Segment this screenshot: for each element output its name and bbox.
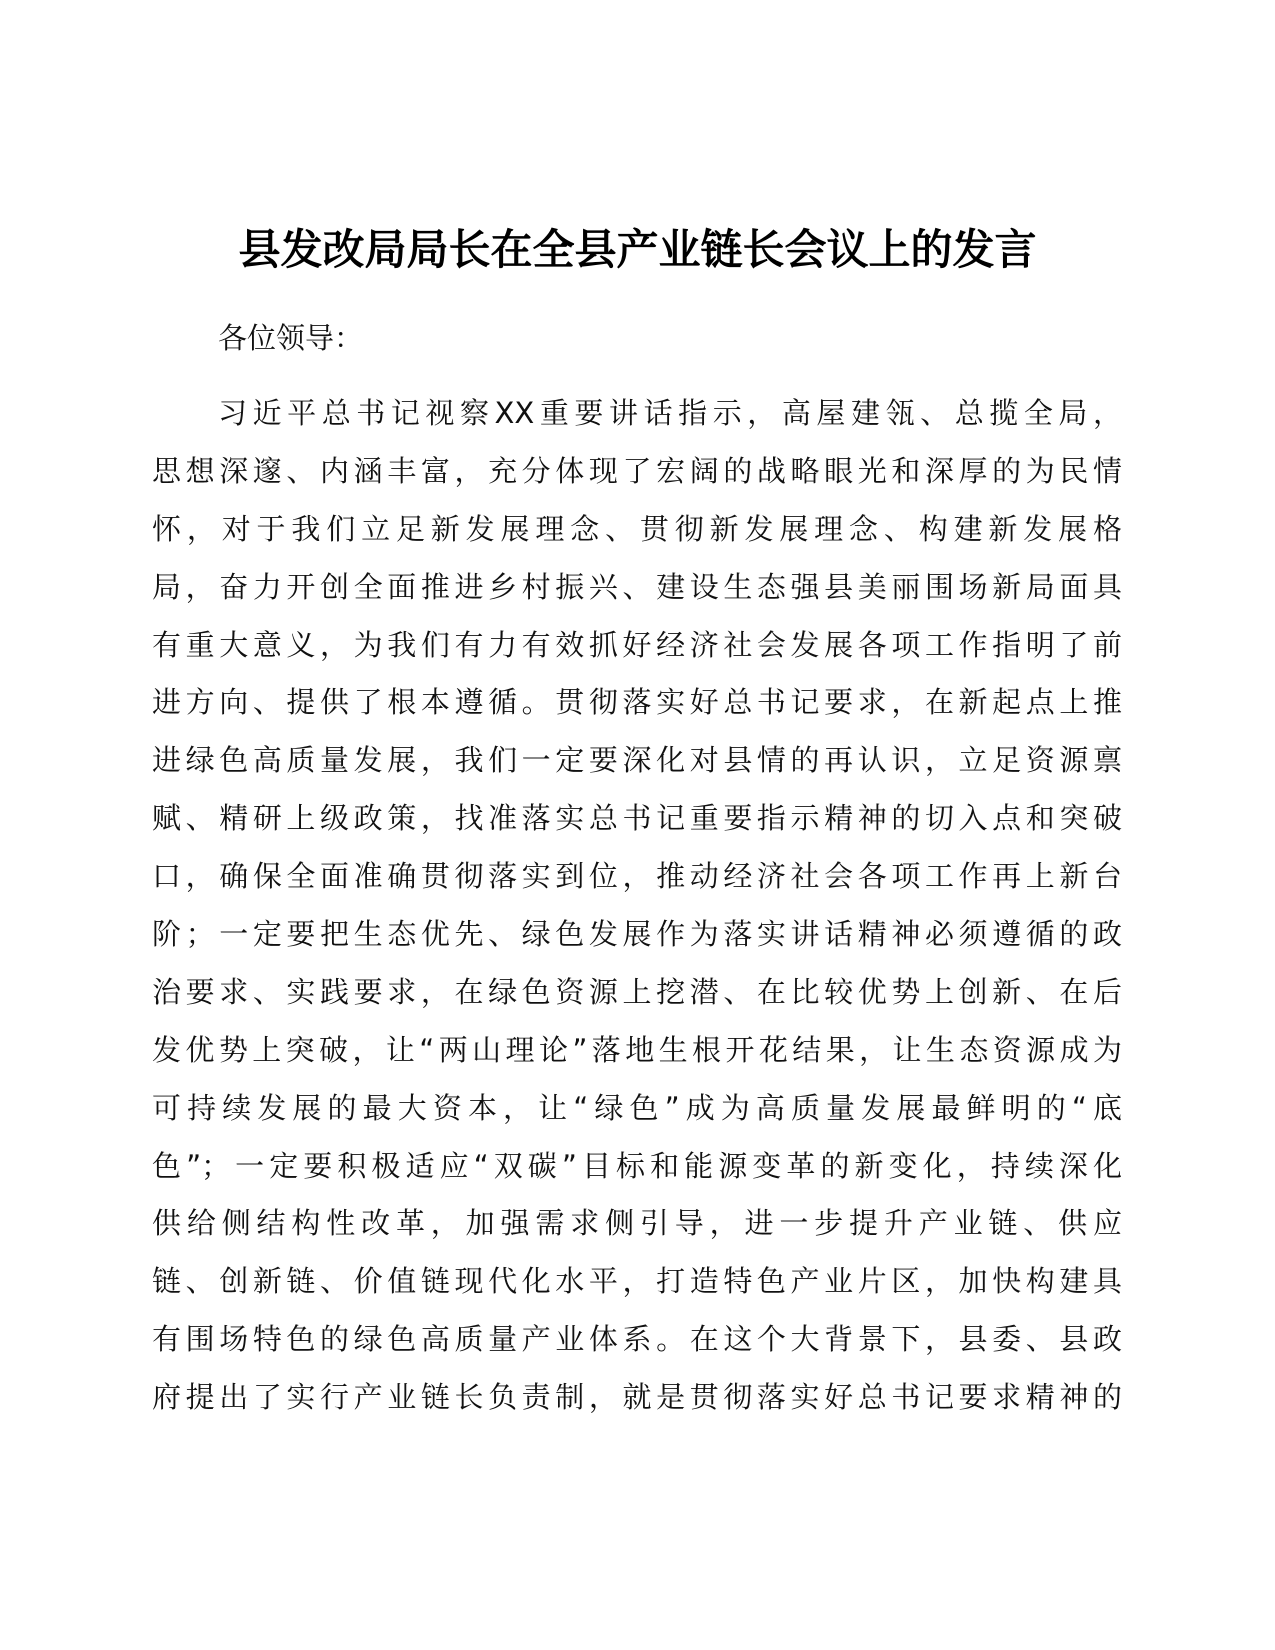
body-line: 习近平总书记视察XX重要讲话指示，高屋建瓴、总揽全局， — [218, 396, 1122, 430]
body-line: 色”；一定要积极适应“双碳”目标和能源变革的新变化，持续深化 — [152, 1148, 1122, 1183]
body-line: 府提出了实行产业链长负责制，就是贯彻落实好总书记要求精神的 — [152, 1380, 1122, 1415]
body-line: 链、创新链、价值链现代化水平，打造特色产业片区，加快构建具 — [152, 1264, 1122, 1299]
body-line: 局，奋力开创全面推进乡村振兴、建设生态强县美丽围场新局面具 — [152, 569, 1122, 604]
body-line: 有围场特色的绿色高质量产业体系。在这个大背景下，县委、县政 — [152, 1322, 1122, 1357]
salutation: 各位领导： — [218, 321, 364, 355]
document-title: 县发改局局长在全县产业链长会议上的发言 — [238, 225, 1037, 274]
body-paragraph — [152, 393, 1122, 1435]
body-line: 进绿色高质量发展，我们一定要深化对县情的再认识，立足资源禀 — [152, 743, 1122, 778]
body-line: 进方向、提供了根本遵循。贯彻落实好总书记要求，在新起点上推 — [152, 685, 1122, 720]
body-line: 赋、精研上级政策，找准落实总书记重要指示精神的切入点和突破 — [152, 801, 1122, 836]
body-line: 口，确保全面准确贯彻落实到位，推动经济社会各项工作再上新台 — [152, 859, 1122, 894]
body-line: 供给侧结构性改革，加强需求侧引导，进一步提升产业链、供应 — [152, 1206, 1122, 1241]
body-line: 发优势上突破，让“两山理论”落地生根开花结果，让生态资源成为 — [152, 1032, 1122, 1067]
body-line: 思想深邃、内涵丰富，充分体现了宏阔的战略眼光和深厚的为民情 — [152, 453, 1122, 488]
body-line: 怀，对于我们立足新发展理念、贯彻新发展理念、构建新发展格 — [152, 511, 1122, 546]
body-line: 治要求、实践要求，在绿色资源上挖潜、在比较优势上创新、在后 — [152, 974, 1122, 1009]
body-line: 阶；一定要把生态优先、绿色发展作为落实讲话精神必须遵循的政 — [152, 917, 1122, 952]
body-line: 有重大意义，为我们有力有效抓好经济社会发展各项工作指明了前 — [152, 627, 1122, 662]
body-line: 可持续发展的最大资本，让“绿色”成为高质量发展最鲜明的“底 — [152, 1090, 1122, 1125]
